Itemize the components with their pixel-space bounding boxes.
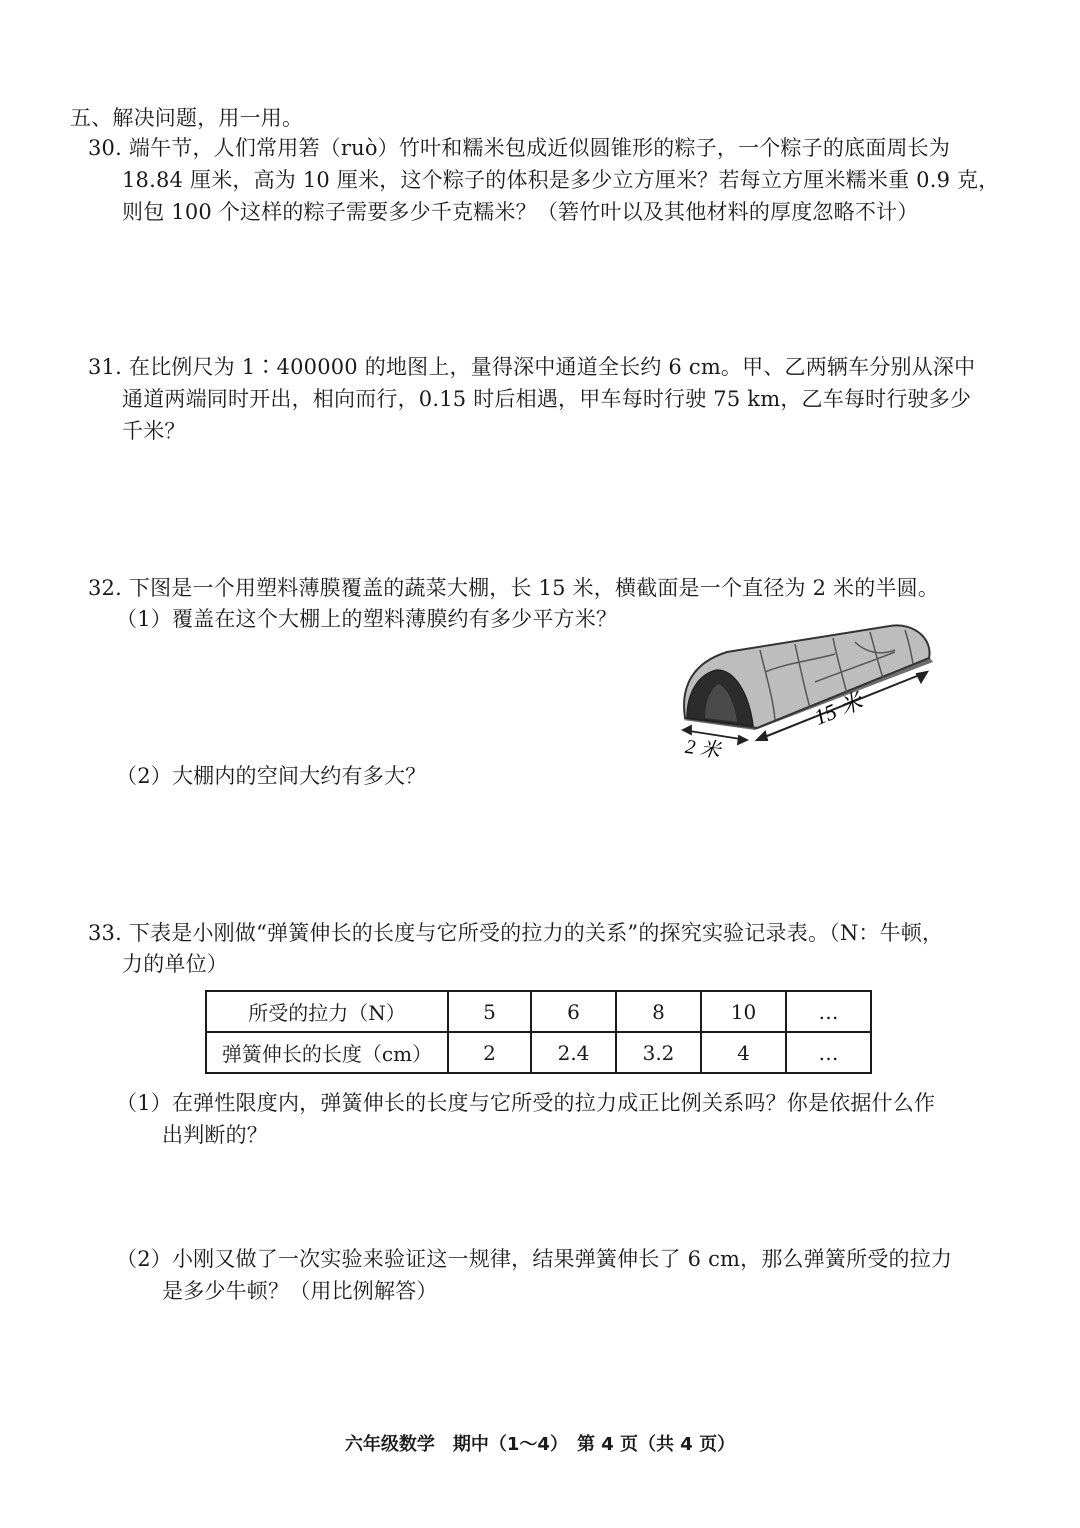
q31-line-2: 通道两端同时开出，相向而行，0.15 时后相遇，甲车每时行驶 75 km，乙车每时行驶多少 — [122, 387, 972, 411]
table-cell: … — [786, 991, 871, 1032]
table-cell: 所受的拉力（N） — [206, 991, 448, 1032]
diameter-label: 2 米 — [683, 735, 722, 763]
greenhouse-figure — [665, 612, 945, 767]
table-cell: 弹簧伸长的长度（cm） — [206, 1032, 448, 1073]
q33-line-1: 33. 下表是小刚做“弹簧伸长的长度与它所受的拉力的关系”的探究实验记录表。（N：牛顿， — [88, 921, 944, 945]
q30-line-3: 则包 100 个这样的粽子需要多少千克糯米？（箬竹叶以及其他材料的厚度忽略不计） — [122, 200, 919, 224]
q31-line-1: 31. 在比例尺为 1∶400000 的地图上，量得深中通道全长约 6 cm。甲、乙两辆车分别从深中 — [88, 355, 976, 379]
experiment-table — [205, 990, 872, 1074]
q31-line-3: 千米？ — [122, 419, 186, 443]
q33-sub-2-line-1: （2）小刚又做了一次实验来验证这一规律，结果弹簧伸长了 6 cm，那么弹簧所受的拉力 — [116, 1247, 953, 1271]
q33-line-2: 力的单位） — [122, 952, 228, 976]
q32-sub-2: （2）大棚内的空间大约有多大？ — [116, 764, 427, 788]
q33-sub-1-line-2: 出判断的？ — [162, 1123, 268, 1147]
q33-sub-2-line-2: 是多少牛顿？（用比例解答） — [162, 1279, 438, 1303]
table-row-force — [206, 991, 871, 1032]
table-cell: 3.2 — [616, 1032, 701, 1073]
table-cell: 10 — [701, 991, 786, 1032]
table-cell: … — [786, 1032, 871, 1073]
q33-sub-1-line-1: （1）在弹性限度内，弹簧伸长的长度与它所受的拉力成正比例关系吗？你是依据什么作 — [116, 1091, 936, 1115]
table-row-length — [206, 1032, 871, 1073]
q32-sub-1: （1）覆盖在这个大棚上的塑料薄膜约有多少平方米？ — [116, 607, 618, 631]
table-cell: 5 — [448, 991, 531, 1032]
table-cell: 8 — [616, 991, 701, 1032]
q32-line-1: 32. 下图是一个用塑料薄膜覆盖的蔬菜大棚，长 15 米，横截面是一个直径为 2 米的半圆。 — [88, 576, 940, 600]
page-footer: 六年级数学 期中（1～4） 第 4 页（共 4 页） — [344, 1434, 736, 1455]
q30-line-2: 18.84 厘米，高为 10 厘米，这个粽子的体积是多少立方厘米？若每立方厘米糯米重 0.9 克， — [122, 168, 1000, 192]
table-cell: 2 — [448, 1032, 531, 1073]
table-cell: 2.4 — [531, 1032, 616, 1073]
table-cell: 6 — [531, 991, 616, 1032]
table-cell: 4 — [701, 1032, 786, 1073]
length-label: 15 米 — [810, 688, 866, 730]
section-title: 五、解决问题，用一用。 — [70, 106, 304, 130]
q30-line-1: 30. 端午节，人们常用箬（ruò）竹叶和糯米包成近似圆锥形的粽子，一个粽子的底面周长为 — [88, 136, 951, 160]
